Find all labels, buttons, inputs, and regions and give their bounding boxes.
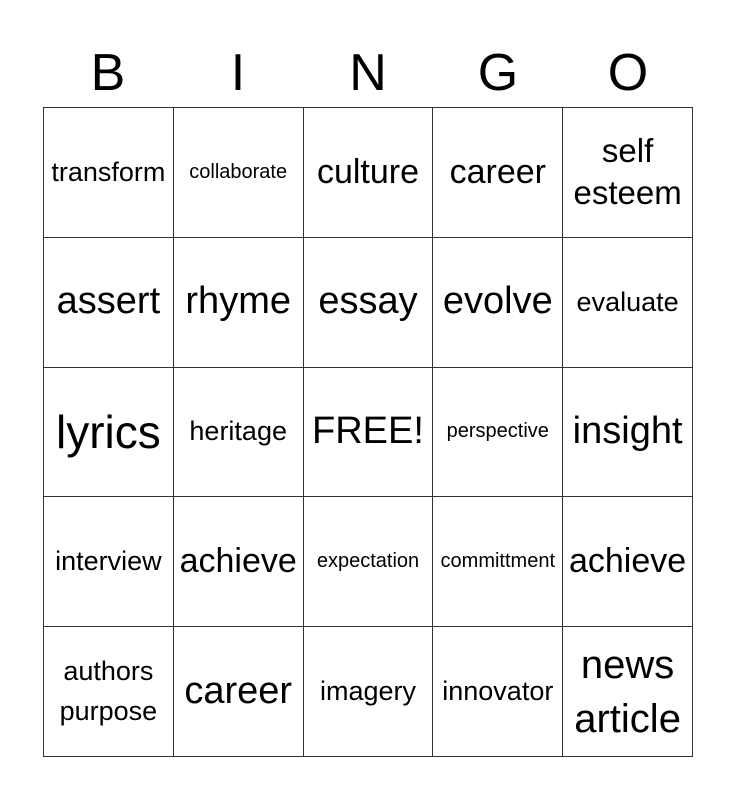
bingo-cell: career	[433, 108, 563, 238]
bingo-cell: insight	[563, 368, 693, 498]
bingo-cell: committment	[433, 497, 563, 627]
header-letter-o: O	[607, 44, 649, 102]
free-space-cell: FREE!	[304, 368, 434, 498]
bingo-cell: career	[174, 627, 304, 757]
header-letter-g: G	[477, 44, 519, 102]
bingo-cell: evolve	[433, 238, 563, 368]
bingo-cell: achieve	[563, 497, 693, 627]
bingo-cell: perspective	[433, 368, 563, 498]
header-letter-i: I	[230, 44, 246, 102]
bingo-cell: transform	[44, 108, 174, 238]
bingo-cell: evaluate	[563, 238, 693, 368]
bingo-cell: achieve	[174, 497, 304, 627]
bingo-cell: imagery	[304, 627, 434, 757]
bingo-cell: interview	[44, 497, 174, 627]
bingo-cell: authors purpose	[44, 627, 174, 757]
header-letter-b: B	[90, 44, 126, 102]
bingo-cell: heritage	[174, 368, 304, 498]
bingo-cell: culture	[304, 108, 434, 238]
bingo-cell: expectation	[304, 497, 434, 627]
bingo-cell: innovator	[433, 627, 563, 757]
bingo-header	[43, 42, 693, 104]
bingo-cell: news article	[563, 627, 693, 757]
bingo-cell: rhyme	[174, 238, 304, 368]
bingo-cell: self esteem	[563, 108, 693, 238]
bingo-cell: collaborate	[174, 108, 304, 238]
bingo-cell: lyrics	[44, 368, 174, 498]
bingo-cell: essay	[304, 238, 434, 368]
bingo-board	[43, 107, 693, 757]
header-letter-n: N	[349, 44, 387, 102]
bingo-cell: assert	[44, 238, 174, 368]
